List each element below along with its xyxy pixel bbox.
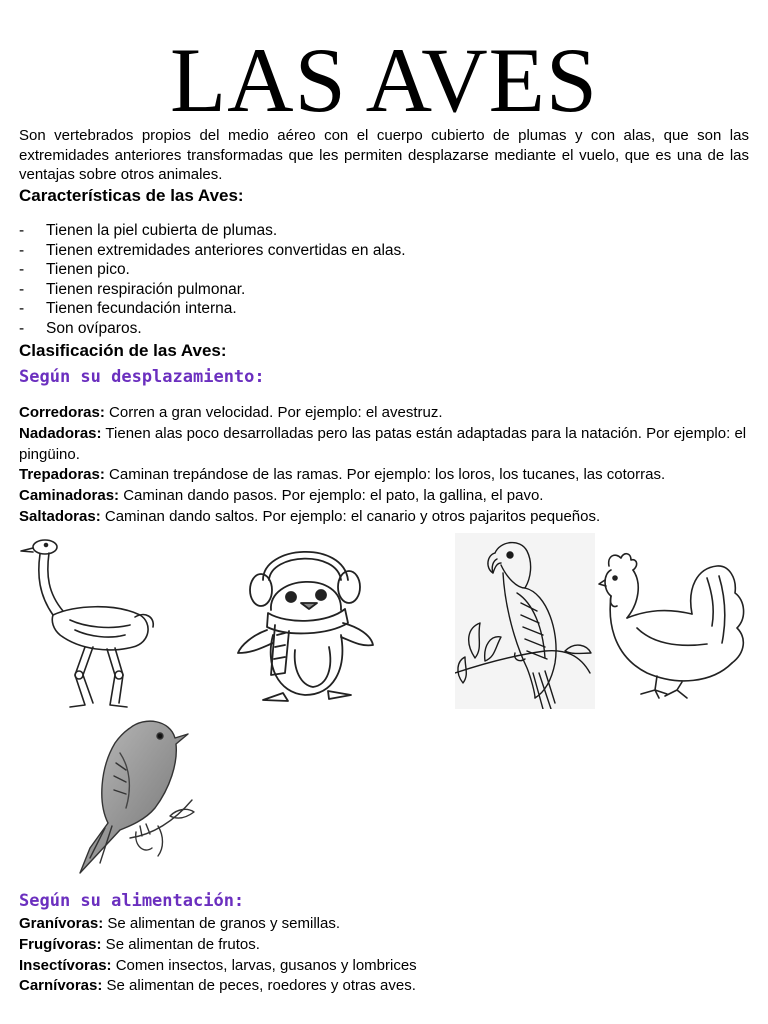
list-item: - Tienen fecundación interna.	[19, 300, 237, 318]
page-title: LAS AVES	[169, 29, 599, 131]
definition-item: Insectívoras: Comen insectos, larvas, gusanos y lombrices	[19, 956, 417, 974]
food-definitions	[19, 914, 754, 997]
definition-term: Nadadoras:	[19, 424, 102, 442]
movement-definitions	[19, 403, 754, 528]
list-item: - Tienen la piel cubierta de plumas.	[19, 222, 278, 239]
intro-paragraph: Son vertebrados propios del medio aéreo con el cuerpo cubierto de plumas y con alas, que son las extremidades anteriores transformadas que les permiten desplazarse mediante el vuelo, que es una de las ventajas sobre otros animales.	[19, 127, 749, 183]
definition-item: Frugívoras: Se alimentan de frutos.	[19, 935, 260, 953]
sparrow-drawing	[60, 708, 200, 876]
definition-term: Corredoras:	[19, 404, 105, 421]
definition-term: Caminadoras:	[19, 487, 120, 505]
definition-term: Trepadoras:	[19, 466, 105, 484]
food-subheading: Según su alimentación:	[19, 891, 245, 911]
movement-subheading: Según su desplazamiento:	[19, 367, 265, 387]
definition-item: Saltadoras: Caminan dando saltos. Por ejemplo: el canario y otros pajaritos pequeños.	[19, 507, 601, 525]
characteristics-list	[19, 221, 406, 339]
definition-item: Nadadoras: Tienen alas poco desarrolladas pero las patas están adaptadas para la natación. Por ejemplo: el pingüino.	[19, 424, 747, 463]
definition-item: Caminadoras: Caminan dando pasos. Por ejemplo: el pato, la gallina, el pavo.	[19, 487, 544, 505]
definition-term: Granívoras:	[19, 915, 104, 932]
parrot-drawing	[455, 533, 595, 709]
ostrich-drawing	[15, 535, 160, 710]
hen-drawing	[597, 548, 752, 708]
characteristics-heading: Características de las Aves:	[19, 186, 244, 205]
definition-item: Granívoras: Se alimentan de granos y semillas.	[19, 915, 340, 932]
definition-term: Frugívoras:	[19, 935, 102, 953]
definition-term: Saltadoras:	[19, 507, 101, 525]
list-item: - Tienen pico.	[19, 261, 130, 279]
definition-term: Carnívoras:	[19, 977, 103, 995]
list-item: - Son ovíparos.	[19, 319, 142, 337]
definition-term: Insectívoras:	[19, 956, 112, 974]
definition-item: Trepadoras: Caminan trepándose de las ramas. Por ejemplo: los loros, los tucanes, las cotorras.	[19, 466, 666, 484]
definition-item: Carnívoras: Se alimentan de peces, roedores y otras aves.	[19, 977, 416, 995]
penguin-drawing	[233, 535, 378, 705]
definition-item: Corredoras: Corren a gran velocidad. Por ejemplo: el avestruz.	[19, 404, 443, 421]
list-item: - Tienen respiración pulmonar.	[19, 280, 246, 298]
classification-heading: Clasificación de las Aves:	[19, 341, 227, 360]
list-item: - Tienen extremidades anteriores convertidas en alas.	[19, 241, 406, 259]
